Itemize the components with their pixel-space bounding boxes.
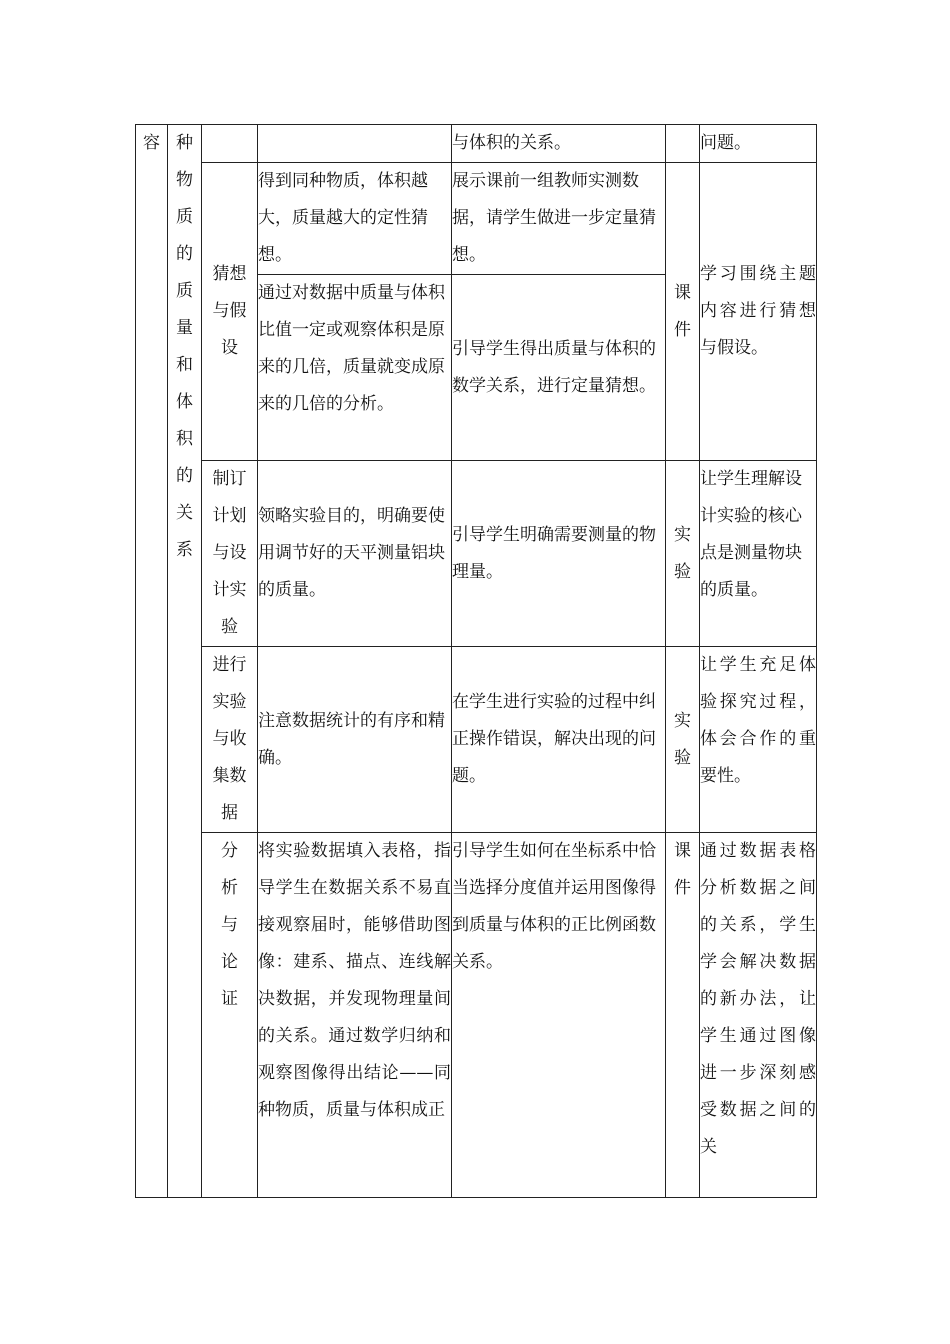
table-row bbox=[136, 461, 817, 647]
stage-label: 制订 计划 与设 计实 验 bbox=[212, 469, 247, 637]
student-text: 通过对数据中质量与体积比值一定或观察体积是原来的几倍，质量就变成原来的几倍的分析。 bbox=[258, 283, 445, 414]
table-row bbox=[136, 163, 817, 275]
teacher-activity-cell bbox=[452, 275, 666, 461]
purpose-text: 学习围绕主题内容进行猜想与假设。 bbox=[700, 264, 816, 358]
media-cell bbox=[666, 163, 700, 461]
media-label: 实 验 bbox=[674, 524, 691, 582]
student-cell bbox=[258, 125, 452, 163]
student-cell bbox=[258, 647, 452, 833]
purpose-text: 让学生充足体验探究过程，体会合作的重要性。 bbox=[700, 655, 816, 786]
stage-label: 分 析 与 论 证 bbox=[221, 841, 238, 1009]
stage-cell bbox=[202, 647, 258, 833]
purpose-text: 通过数据表格分析数据之间的关系，学生学会解决数据的新办法，让学生通过图像进一步深刻感受数据之间的关 bbox=[700, 841, 816, 1157]
student-cell bbox=[258, 461, 452, 647]
topic-label: 种 物 质 的 质 量 和 体 积 的 关 系 bbox=[176, 133, 193, 560]
stage-label: 猜想 与假 设 bbox=[212, 264, 247, 358]
purpose-cell bbox=[700, 163, 817, 461]
table-row bbox=[136, 833, 817, 1198]
stage-cell bbox=[202, 833, 258, 1198]
table-row bbox=[136, 125, 817, 163]
teacher-activity-text: 引导学生如何在坐标系中恰当选择分度值并运用图像得到质量与体积的正比例函数关系。 bbox=[452, 841, 656, 972]
stage-label: 进行 实验 与收 集数 据 bbox=[212, 655, 247, 823]
purpose-cell bbox=[700, 125, 817, 163]
media-cell bbox=[666, 833, 700, 1198]
media-cell bbox=[666, 647, 700, 833]
teacher-activity-cell bbox=[452, 647, 666, 833]
media-label: 实 验 bbox=[674, 710, 691, 768]
purpose-cell bbox=[700, 833, 817, 1198]
student-cell bbox=[258, 163, 452, 275]
media-cell bbox=[666, 461, 700, 647]
teacher-activity-text: 展示课前一组教师实测数据，请学生做进一步定量猜想。 bbox=[452, 171, 656, 265]
table-row bbox=[136, 647, 817, 833]
student-text: 得到同种物质，体积越大，质量越大的定性猜想。 bbox=[258, 171, 428, 265]
student-cell bbox=[258, 833, 452, 1198]
stage-cell bbox=[202, 125, 258, 163]
content-column-cell bbox=[136, 125, 168, 1198]
teacher-activity-text: 引导学生明确需要测量的物理量。 bbox=[452, 524, 656, 582]
media-cell bbox=[666, 125, 700, 163]
content-label: 容 bbox=[143, 133, 160, 153]
student-cell bbox=[258, 275, 452, 461]
student-text: 注意数据统计的有序和精确。 bbox=[258, 710, 445, 768]
media-label: 课 件 bbox=[674, 841, 691, 898]
teacher-activity-cell bbox=[452, 833, 666, 1198]
media-label: 课 件 bbox=[674, 282, 691, 340]
teacher-activity-text: 在学生进行实验的过程中纠正操作错误，解决出现的问题。 bbox=[452, 692, 656, 786]
student-text: 领略实验目的，明确要使用调节好的天平测量铝块的质量。 bbox=[258, 506, 445, 600]
purpose-cell bbox=[700, 647, 817, 833]
topic-column-cell bbox=[168, 125, 202, 1198]
teacher-activity-cell bbox=[452, 125, 666, 163]
stage-cell bbox=[202, 461, 258, 647]
purpose-text: 让学生理解设计实验的核心点是测量物块的质量。 bbox=[700, 469, 802, 600]
stage-cell bbox=[202, 163, 258, 461]
teacher-activity-text: 引导学生得出质量与体积的数学关系，进行定量猜想。 bbox=[452, 338, 656, 396]
purpose-text: 问题。 bbox=[700, 133, 751, 153]
teacher-activity-cell bbox=[452, 163, 666, 275]
lesson-plan-table bbox=[135, 124, 817, 1198]
teacher-activity-text: 与体积的关系。 bbox=[452, 133, 571, 153]
teacher-activity-cell bbox=[452, 461, 666, 647]
purpose-cell bbox=[700, 461, 817, 647]
student-text: 将实验数据填入表格，指导学生在数据关系不易直接观察届时，能够借助图像：建系、描点、连线解决数据，并发现物理量间的关系。通过数学归纳和观察图像得出结论——同种物质，质量与体积成正 bbox=[258, 841, 451, 1120]
